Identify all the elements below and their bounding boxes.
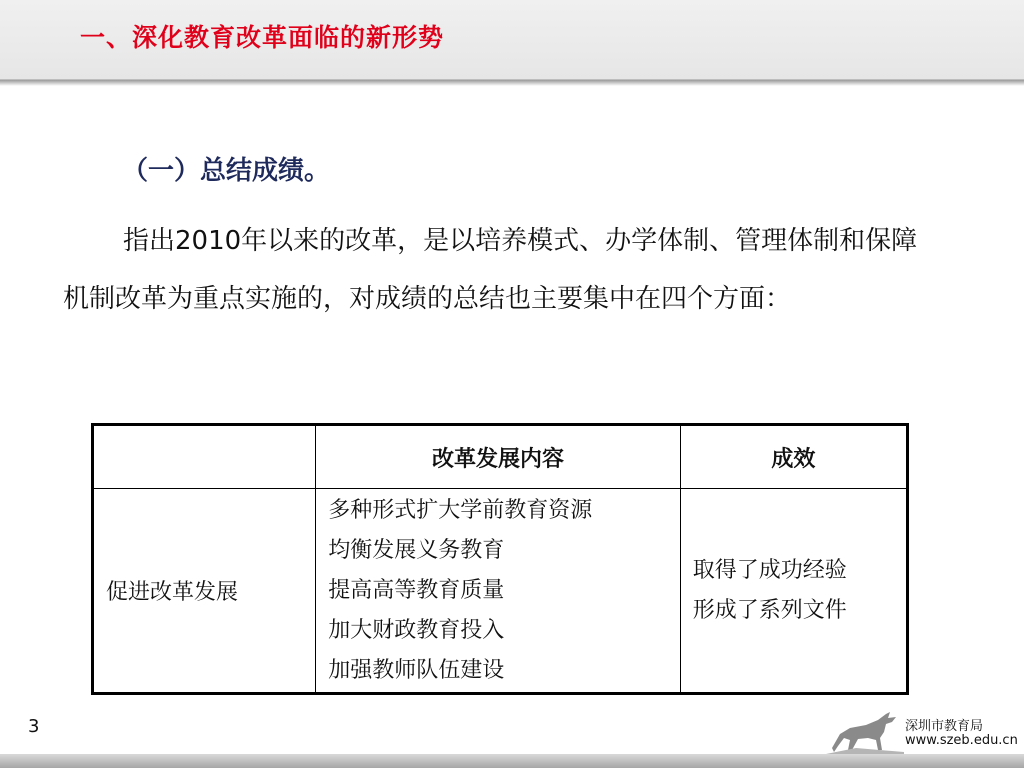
content-item: 均衡发展义务教育 bbox=[328, 537, 505, 563]
page-number: 3 bbox=[28, 716, 40, 737]
header-shadow bbox=[0, 80, 1024, 86]
table-row bbox=[93, 489, 908, 694]
content-cell bbox=[316, 489, 681, 694]
effect-item: 取得了成功经验 bbox=[692, 557, 847, 583]
table-header-row bbox=[93, 425, 908, 489]
header-cell-content: 改革发展内容 bbox=[316, 425, 681, 489]
content-item: 加强教师队伍建设 bbox=[328, 657, 505, 683]
org-url[interactable]: www.szeb.edu.cn bbox=[905, 733, 1018, 748]
effect-cell bbox=[680, 489, 907, 694]
content-item: 多种形式扩大学前教育资源 bbox=[328, 497, 593, 523]
slide-title: 一、深化教育改革面临的新形势 bbox=[80, 23, 445, 52]
footer-bar bbox=[0, 754, 1024, 768]
bull-icon bbox=[826, 708, 904, 756]
header-cell-effect: 成效 bbox=[680, 425, 907, 489]
content-item: 加大财政教育投入 bbox=[328, 617, 505, 643]
intro-paragraph: 指出2010年以来的改革，是以培养模式、办学体制、管理体制和保障机制改革为重点实施的，对成绩的总结也主要集中在四个方面： bbox=[63, 226, 918, 314]
section-heading: （一）总结成绩。 bbox=[122, 156, 331, 186]
reform-table bbox=[91, 423, 909, 695]
content-item: 提高高等教育质量 bbox=[328, 577, 505, 603]
effect-item: 形成了系列文件 bbox=[692, 597, 847, 623]
org-name: 深圳市教育局 bbox=[905, 719, 984, 734]
category-cell: 促进改革发展 bbox=[93, 489, 316, 694]
header-cell-blank bbox=[93, 425, 316, 489]
